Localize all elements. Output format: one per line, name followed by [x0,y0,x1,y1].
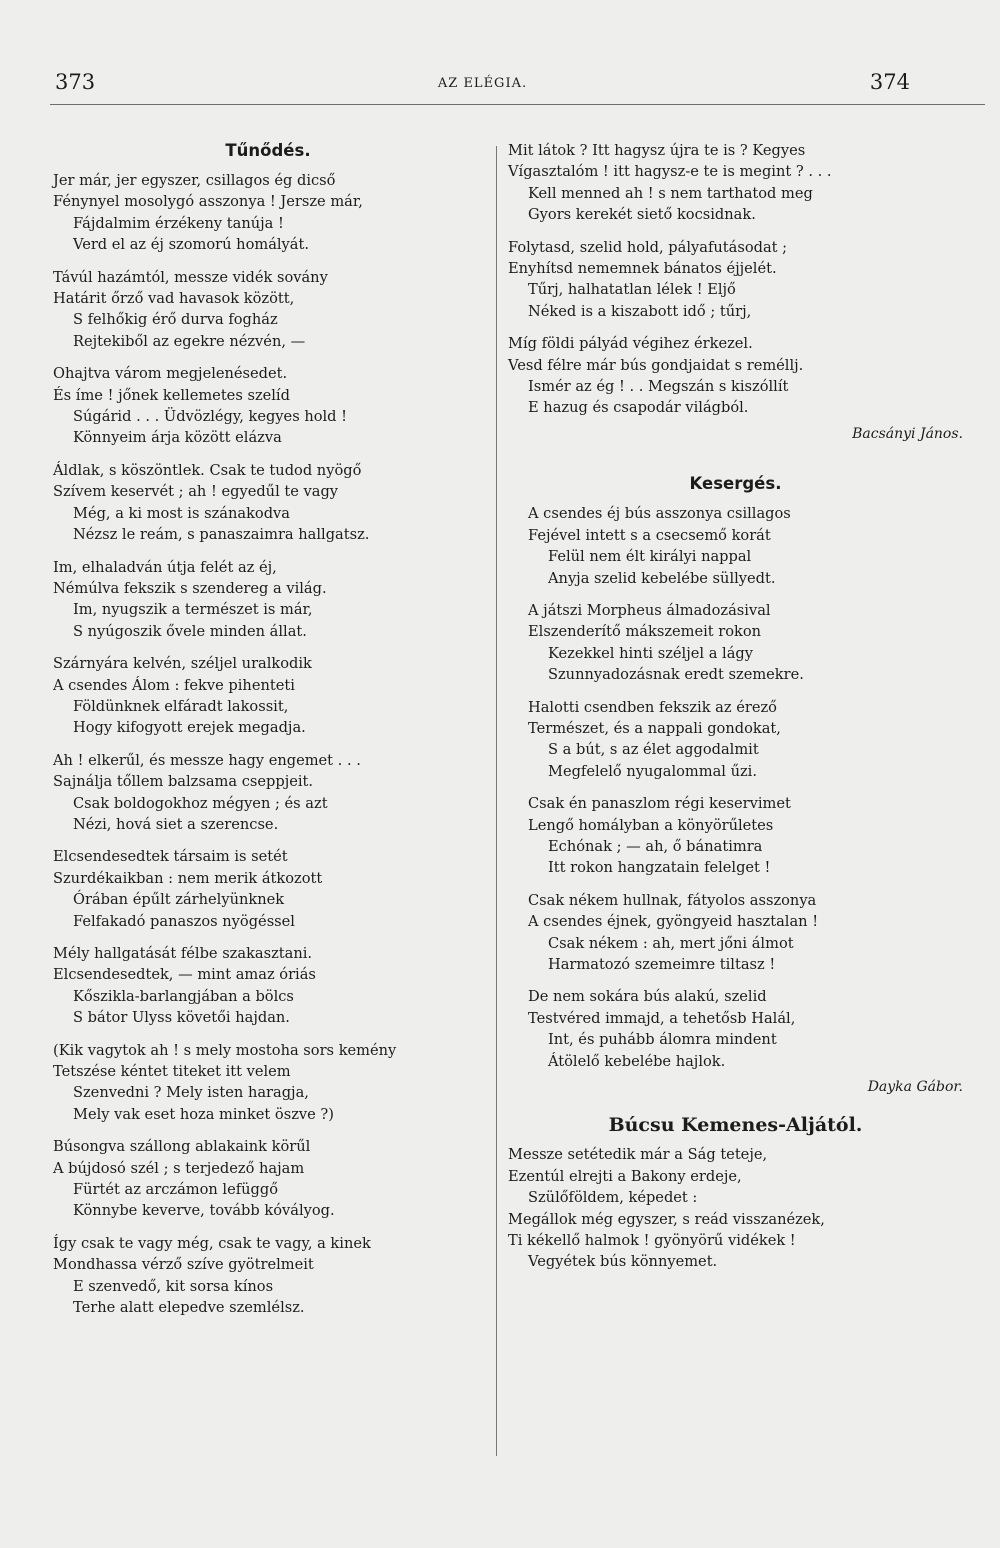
verse-line: Búsongva szállong ablakaink körűl [53,1138,311,1156]
page-header [55,70,910,102]
verse-line: Távúl hazámtól, messze vidék sovány [53,268,328,286]
verse-line: Rejtekiből az egekre nézvén, — [73,332,306,350]
verse-line: Fejével intett s a csecsemő korát [528,526,771,544]
stanza [508,697,963,783]
left-page-number: 373 [55,70,96,94]
verse-line: Szurdékaikban : nem merik átkozott [53,869,323,887]
verse-line: Míg földi pályád végihez érkezel. [508,335,753,353]
poem-title-bucsu: Búcsu Kemenes-Aljától. [608,1114,863,1137]
verse-line: Fájdalmim érzékeny tanúja ! [73,214,284,232]
verse-line: Vígasztalóm ! itt hagysz-e te is megint ? . . . [508,163,832,181]
verse-line: Ohajtva várom megjelenésedet. [53,365,288,383]
verse-line: Felfakadó panaszos nyögéssel [73,912,295,930]
verse-line: Még, a ki most is szánakodva [73,504,290,522]
verse-line: Súgárid . . . Üdvözlégy, kegyes hold ! [73,408,348,426]
verse-line: Tetszése kéntet titeket itt velem [53,1063,291,1081]
verse-line: Némúlva fekszik s szendereg a világ. [53,579,327,597]
stanza [508,1144,963,1272]
verse-line: Im, nyugszik a természet is már, [73,601,313,619]
verse-line: Megfelelő nyugalommal űzi. [548,762,757,780]
stanza [508,890,963,976]
verse-line: Fénynyel mosolygó asszonya ! Jersze már, [53,193,363,211]
verse-line: Könnybe keverve, tovább kóvályog. [73,1202,335,1220]
stanza [53,1136,483,1222]
stanza [53,750,483,836]
verse-line: De nem sokára bús alakú, szelid [528,988,767,1006]
verse-line: Határit őrző vad havasok között, [53,290,295,308]
verse-line: Enyhítsd nememnek bánatos éjjelét. [508,260,777,278]
verse-line: Ti kékellő halmok ! gyönyörű vidékek ! [508,1232,796,1250]
verse-line: Kőszikla-barlangjában a bölcs [73,987,294,1005]
verse-line: Testvéred immajd, a tehetősb Halál, [528,1009,796,1027]
verse-line: Itt rokon hangzatain felelget ! [548,859,771,877]
verse-line: Szívem keservét ; ah ! egyedűl te vagy [53,483,339,501]
stanza [53,363,483,449]
stanza [508,140,963,226]
verse-line: Szenvedni ? Mely isten haragja, [73,1084,309,1102]
stanza [53,460,483,546]
verse-line: Szárnyára kelvén, széljel uralkodik [53,655,312,673]
verse-line: Harmatozó szemeimre tiltasz ! [548,956,776,973]
verse-line: Elcsendesedtek, — mint amaz óriás [53,966,316,984]
verse-line: E szenvedő, kit sorsa kínos [73,1277,274,1295]
verse-line: Fürtét az arczámon lefüggő [73,1181,279,1199]
verse-line: Messze setétedik már a Ság teteje, [508,1146,768,1164]
right-column [508,140,963,1284]
verse-line: Sajnálja tőllem balzsama cseppjeit. [53,773,314,791]
verse-line: Földünknek elfáradt lakossit, [73,697,289,715]
stanza [53,653,483,739]
verse-line: Elcsendesedtek társaim is setét [53,848,288,866]
verse-line: Elszenderítő mákszemeit rokon [528,623,762,641]
verse-line: S bátor Ulyss követői hajdan. [73,1009,290,1027]
verse-line: Átölelő kebelébe hajlok. [548,1052,726,1070]
verse-line: Mondhassa vérző szíve gyötrelmeit [53,1256,314,1274]
verse-line: Nézi, hová siet a szerencse. [73,815,279,833]
verse-line: És íme ! jőnek kellemetes szelíd [53,386,290,404]
verse-line: Könnyeim árja között elázva [73,429,282,447]
stanza [53,846,483,932]
verse-line: S a bút, s az élet aggodalmit [548,741,759,759]
author-bacsanyi: Bacsányi János. [852,425,963,442]
verse-line: Csak nékem hullnak, fátyolos asszonya [528,891,817,909]
verse-line: A bújdosó szél ; s terjedező hajam [53,1159,305,1177]
verse-line: Természet, és a nappali gondokat, [528,719,781,737]
verse-line: A csendes éjnek, gyöngyeid hasztalan ! [528,913,819,931]
verse-line: Int, és puhább álomra mindent [548,1031,777,1049]
poem-body-tunodes [53,170,483,1319]
verse-line: Csak nékem : ah, mert jőni álmot [548,934,794,952]
stanza [53,267,483,353]
verse-line: Így csak te vagy még, csak te vagy, a kinek [53,1234,371,1252]
verse-line: Terhe alatt elepedve szemlélsz. [73,1299,305,1317]
stanza [53,1233,483,1319]
stanza [508,793,963,879]
verse-line: Folytasd, szelid hold, pályafutásodat ; [508,238,788,256]
stanza [53,943,483,1029]
verse-line: Szülőföldem, képedet : [528,1189,698,1207]
verse-line: Verd el az éj szomorú homályát. [73,236,310,254]
verse-line: Gyors kerekét siető kocsidnak. [528,206,756,224]
poem-title-keserges: Kesergés. [689,474,782,494]
verse-line: Ezentúl elrejti a Bakony erdeje, [508,1167,742,1185]
verse-line: A csendes éj bús asszonya csillagos [528,505,791,523]
verse-line: Nézsz le reám, s panaszaimra hallgatsz. [73,526,370,544]
verse-line: Mely vak eset hoza minket öszve ?) [73,1105,334,1123]
verse-line: Áldlak, s köszöntlek. Csak te tudod nyögő [53,461,362,479]
verse-line: Néked is a kiszabott idő ; tűrj, [528,302,752,320]
verse-line: Halotti csendben fekszik az érező [528,698,777,716]
column-divider [496,146,497,1456]
verse-line: Hogy kifogyott erejek megadja. [73,719,306,737]
stanza [53,1040,483,1126]
stanza [53,170,483,256]
verse-line: Im, elhaladván útja felét az éj, [53,558,277,576]
stanza [508,237,963,323]
stanza [53,557,483,643]
stanza [508,600,963,686]
author-dayka: Dayka Gábor. [867,1079,963,1096]
verse-line: A játszi Morpheus álmadozásival [528,601,771,619]
verse-line: Kell menned ah ! s nem tarthatod meg [528,184,813,202]
stanza [508,986,963,1072]
verse-line: S nyúgoszik ővele minden állat. [73,622,307,640]
verse-line: Ah ! elkerűl, és messze hagy engemet . . . [53,751,361,769]
stanza [508,333,963,419]
verse-line: Echónak ; — ah, ő bánatimra [548,837,763,855]
verse-line: Lengő homályban a könyörűletes [528,816,774,834]
poem-body-bucsu [508,1144,963,1272]
running-title: AZ ELÉGIA. [437,76,528,91]
poem-body-keserges [508,503,963,1072]
verse-line: Csak én panaszlom régi keservimet [528,795,791,813]
verse-line: Csak boldogokhoz mégyen ; és azt [73,794,328,812]
verse-line: Megállok még egyszer, s reád visszanézek, [508,1210,825,1228]
verse-line: Ismér az ég ! . . Megszán s kiszóllít [528,378,789,396]
verse-line: E hazug és csapodár világból. [528,399,749,417]
verse-line: Kezekkel hinti széljel a lágy [548,644,753,662]
verse-line: Felül nem élt királyi nappal [548,548,752,566]
verse-line: Órában épűlt zárhelyünknek [73,891,285,909]
right-page-number: 374 [869,70,910,94]
left-column [53,140,483,1330]
header-rule [50,104,985,105]
stanza [508,503,963,589]
verse-line: (Kik vagytok ah ! s mely mostoha sors kemény [53,1041,397,1059]
verse-line: Szunnyadozásnak eredt szemekre. [548,666,804,684]
verse-line: Mély hallgatását félbe szakasztani. [53,945,313,962]
poem-body-tunodes-continued [508,140,963,419]
verse-line: Tűrj, halhatatlan lélek ! Eljő [528,281,736,299]
verse-line: Jer már, jer egyszer, csillagos ég dicső [53,172,336,189]
verse-line: S felhőkig érő durva fogház [73,311,278,329]
poem-title-tunodes: Tűnődés. [225,141,311,160]
verse-line: Vegyétek bús könnyemet. [528,1253,718,1271]
verse-line: Vesd félre már bús gondjaidat s reméllj. [508,356,804,374]
verse-line: A csendes Álom : fekve pihenteti [53,676,295,694]
verse-line: Mit látok ? Itt hagysz újra te is ? Kegyes [508,142,806,159]
verse-line: Anyja szelid kebelébe süllyedt. [548,569,776,587]
